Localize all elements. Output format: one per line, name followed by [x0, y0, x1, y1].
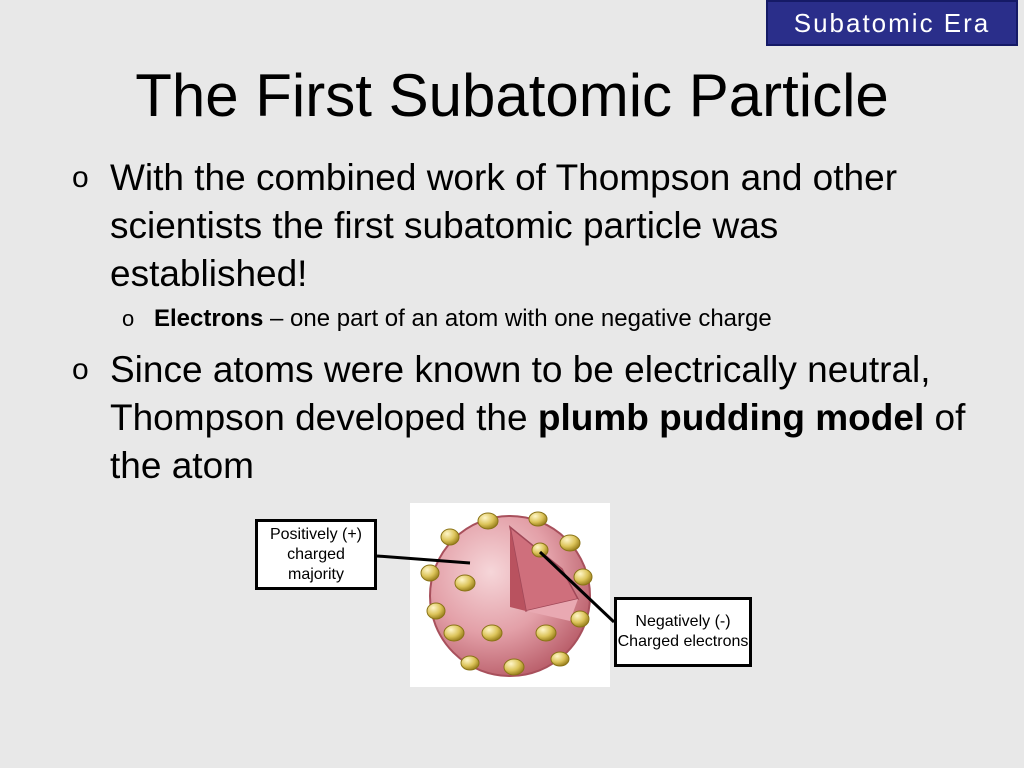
bullet-marker: o	[72, 161, 89, 194]
callout-positive-label: Positively (+) charged majority	[269, 525, 363, 583]
bullet-text-end: of the atom	[110, 397, 966, 486]
term-plum-pudding-model: plumb pudding model	[537, 397, 925, 438]
bullet-text	[110, 346, 970, 490]
callout-negative-label: Negatively (-) Charged electrons	[617, 613, 749, 650]
plum-pudding-model-image	[410, 503, 610, 687]
callout-positive-charge	[255, 519, 377, 590]
bullet-item	[72, 154, 970, 298]
bullet-item	[72, 346, 970, 490]
bullet-marker: o	[122, 306, 135, 331]
sub-bullet-text	[154, 302, 914, 336]
bullet-marker: o	[72, 353, 89, 386]
callout-negative-charge	[614, 597, 752, 667]
slide-title: The First Subatomic Particle	[135, 62, 889, 129]
bullet-text-start: Since atoms were known to be electrically neutral, Thompson developed the	[110, 349, 931, 438]
definition-text: – one part of an atom with one negative charge	[263, 305, 772, 332]
section-badge-label: Subatomic Era	[793, 7, 991, 38]
bullet-text: With the combined work of Thompson and other scientists the first subatomic particle was established!	[110, 157, 898, 294]
atom-illustration	[410, 503, 610, 687]
term-electrons: Electrons	[154, 305, 264, 332]
sub-bullet-item	[122, 302, 914, 336]
